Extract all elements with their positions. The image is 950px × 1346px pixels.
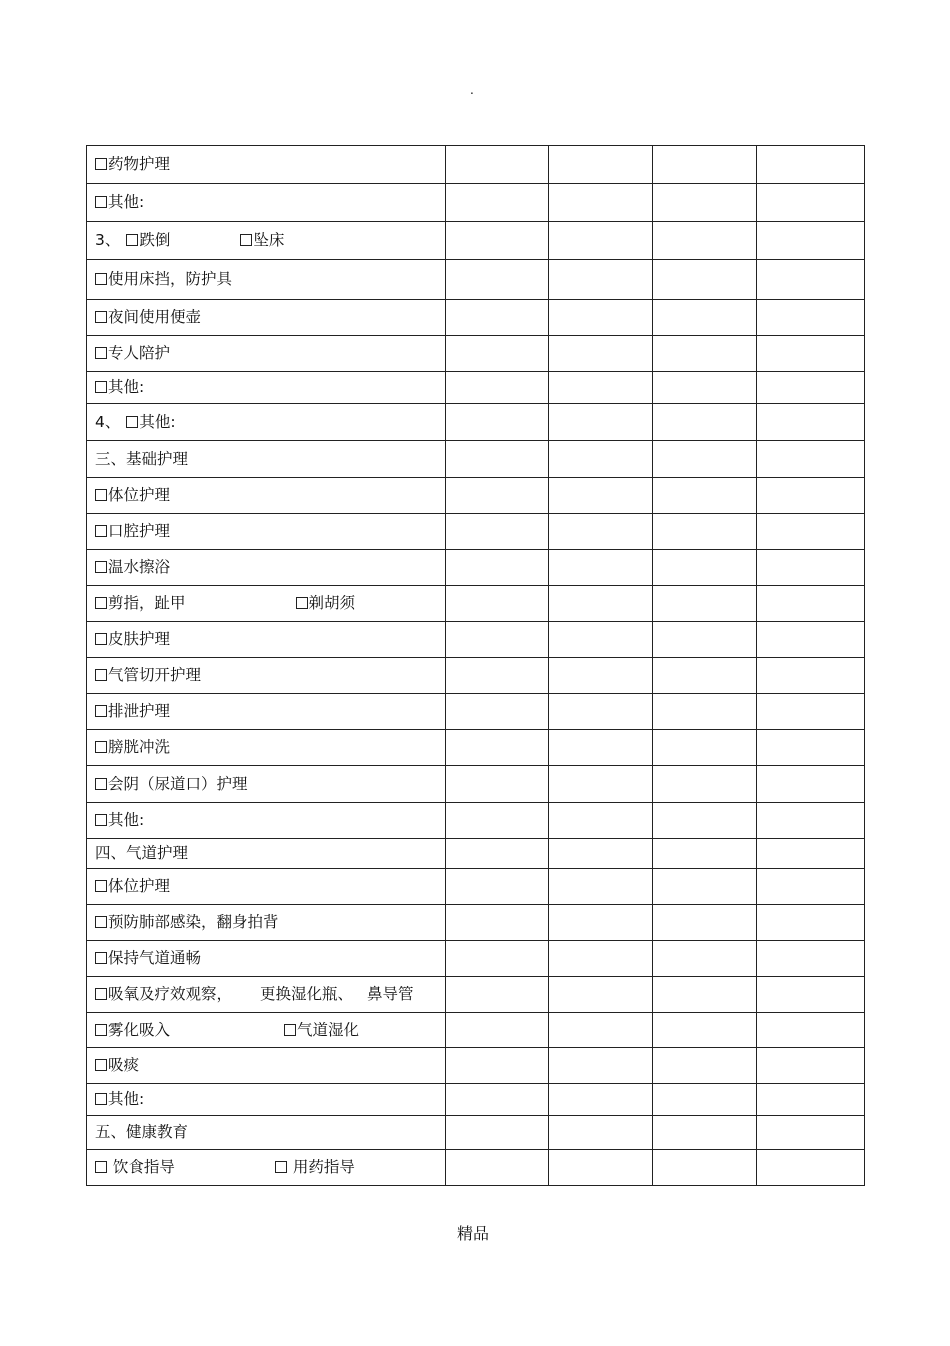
entry-cell[interactable] [653, 404, 757, 441]
item-label: 其他: [139, 412, 176, 431]
item-label: 夜间使用便壶 [108, 308, 202, 326]
item-label: 3、 [95, 231, 121, 249]
table-row [87, 586, 865, 622]
entry-cell[interactable] [757, 514, 865, 550]
item-label: 更换湿化瓶、 [260, 985, 354, 1003]
row-label-cell [87, 1116, 446, 1150]
item-label: 三、基础护理 [95, 449, 189, 468]
entry-cell[interactable] [549, 730, 653, 766]
entry-cell[interactable] [757, 803, 865, 839]
entry-cell[interactable] [653, 730, 757, 766]
item-label: 药物护理 [108, 155, 171, 173]
entry-cell[interactable] [549, 1048, 653, 1084]
checkbox[interactable] [95, 273, 107, 285]
item-label: 五、健康教育 [95, 1123, 189, 1141]
row-label-cell [87, 404, 446, 441]
row-label-cell [87, 622, 446, 658]
checkbox[interactable] [95, 705, 107, 717]
item-label: 使用床挡，防护具 [108, 270, 233, 288]
entry-cell[interactable] [549, 694, 653, 730]
checkbox[interactable] [95, 597, 107, 609]
item-label: 温水擦浴 [108, 558, 171, 576]
entry-cell[interactable] [549, 941, 653, 977]
checkbox[interactable] [126, 234, 138, 246]
entry-cell[interactable] [549, 766, 653, 803]
entry-cell[interactable] [653, 905, 757, 941]
entry-cell[interactable] [757, 586, 865, 622]
entry-cell[interactable] [653, 260, 757, 300]
checkbox[interactable] [95, 880, 107, 892]
entry-cell[interactable] [653, 441, 757, 478]
entry-cell[interactable] [549, 404, 653, 441]
entry-cell[interactable] [446, 514, 549, 550]
checkbox[interactable] [95, 158, 107, 170]
row-label-cell [87, 803, 446, 839]
table-row [87, 1116, 865, 1150]
item-label: 保持气道通畅 [108, 949, 202, 967]
care-table-body [87, 146, 865, 1186]
entry-cell[interactable] [757, 184, 865, 222]
checkbox[interactable] [95, 489, 107, 501]
table-row [87, 478, 865, 514]
entry-cell[interactable] [653, 941, 757, 977]
table-row [87, 839, 865, 869]
entry-cell[interactable] [757, 336, 865, 372]
row-label-cell [87, 941, 446, 977]
entry-cell[interactable] [549, 977, 653, 1013]
entry-cell[interactable] [757, 694, 865, 730]
entry-cell[interactable] [549, 441, 653, 478]
item-label: 吸痰 [108, 1056, 140, 1074]
row-label-cell [87, 1084, 446, 1116]
entry-cell[interactable] [653, 622, 757, 658]
entry-cell[interactable] [653, 1048, 757, 1084]
entry-cell[interactable] [549, 586, 653, 622]
entry-cell[interactable] [446, 372, 549, 404]
nursing-care-table [86, 145, 865, 1186]
row-label-cell [87, 977, 446, 1013]
table-row [87, 336, 865, 372]
entry-cell[interactable] [653, 766, 757, 803]
entry-cell[interactable] [446, 336, 549, 372]
entry-cell[interactable] [757, 1150, 865, 1186]
entry-cell[interactable] [446, 300, 549, 336]
row-label-cell [87, 222, 446, 260]
entry-cell[interactable] [757, 478, 865, 514]
entry-cell[interactable] [757, 372, 865, 404]
entry-cell[interactable] [757, 1116, 865, 1150]
entry-cell[interactable] [653, 869, 757, 905]
entry-cell[interactable] [549, 300, 653, 336]
entry-cell[interactable] [446, 146, 549, 184]
entry-cell[interactable] [446, 586, 549, 622]
table-row [87, 514, 865, 550]
checkbox[interactable] [95, 381, 107, 393]
table-row [87, 1150, 865, 1186]
table-row [87, 622, 865, 658]
table-row [87, 1084, 865, 1116]
item-label: 坠床 [253, 231, 285, 249]
item-label: 专人陪护 [108, 344, 171, 362]
row-label-cell [87, 514, 446, 550]
checkbox[interactable] [95, 741, 107, 753]
table-row [87, 146, 865, 184]
entry-cell[interactable] [446, 184, 549, 222]
row-label-cell [87, 839, 446, 869]
table-row [87, 941, 865, 977]
entry-cell[interactable] [757, 404, 865, 441]
entry-cell[interactable] [446, 803, 549, 839]
entry-cell[interactable] [446, 622, 549, 658]
row-label-cell [87, 478, 446, 514]
entry-cell[interactable] [757, 869, 865, 905]
checkbox[interactable] [95, 196, 107, 208]
entry-cell[interactable] [653, 478, 757, 514]
item-label: 膀胱冲洗 [108, 738, 171, 756]
entry-cell[interactable] [757, 441, 865, 478]
entry-cell[interactable] [446, 839, 549, 869]
entry-cell[interactable] [549, 905, 653, 941]
table-row [87, 550, 865, 586]
row-label-cell [87, 1150, 446, 1186]
entry-cell[interactable] [757, 622, 865, 658]
table-row [87, 1013, 865, 1048]
item-label: 吸氧及疗效观察， [108, 985, 233, 1003]
checkbox[interactable] [95, 1161, 107, 1173]
entry-cell[interactable] [653, 1013, 757, 1048]
entry-cell[interactable] [653, 372, 757, 404]
item-label: 跌倒 [139, 231, 171, 249]
entry-cell[interactable] [757, 977, 865, 1013]
table-row [87, 441, 865, 478]
table-row [87, 1048, 865, 1084]
item-label: 体位护理 [108, 877, 171, 895]
entry-cell[interactable] [757, 300, 865, 336]
entry-cell[interactable] [757, 1048, 865, 1084]
entry-cell[interactable] [757, 730, 865, 766]
entry-cell[interactable] [549, 1084, 653, 1116]
checkbox[interactable] [240, 234, 252, 246]
table-row [87, 730, 865, 766]
entry-cell[interactable] [446, 478, 549, 514]
item-label: 气管切开护理 [108, 666, 202, 684]
table-row [87, 803, 865, 839]
row-label-cell [87, 336, 446, 372]
entry-cell[interactable] [549, 336, 653, 372]
item-label: 雾化吸入 [108, 1020, 171, 1039]
entry-cell[interactable] [653, 336, 757, 372]
table-row [87, 694, 865, 730]
entry-cell[interactable] [446, 977, 549, 1013]
entry-cell[interactable] [549, 514, 653, 550]
entry-cell[interactable] [549, 658, 653, 694]
item-label: 其他: [108, 1090, 145, 1108]
entry-cell[interactable] [653, 1084, 757, 1116]
row-label-cell [87, 766, 446, 803]
row-label-cell [87, 184, 446, 222]
entry-cell[interactable] [446, 730, 549, 766]
item-label: 体位护理 [108, 486, 171, 504]
checkbox[interactable] [296, 597, 308, 609]
item-label: 四、气道护理 [95, 844, 189, 862]
entry-cell[interactable] [757, 550, 865, 586]
entry-cell[interactable] [653, 222, 757, 260]
checkbox[interactable] [95, 347, 107, 359]
table-row [87, 300, 865, 336]
entry-cell[interactable] [549, 478, 653, 514]
table-row [87, 977, 865, 1013]
checkbox[interactable] [95, 1024, 107, 1036]
entry-cell[interactable] [549, 622, 653, 658]
table-row [87, 869, 865, 905]
entry-cell[interactable] [446, 1048, 549, 1084]
entry-cell[interactable] [549, 550, 653, 586]
entry-cell[interactable] [446, 905, 549, 941]
row-label-cell [87, 372, 446, 404]
entry-cell[interactable] [757, 222, 865, 260]
entry-cell[interactable] [446, 441, 549, 478]
entry-cell[interactable] [653, 184, 757, 222]
entry-cell[interactable] [446, 1013, 549, 1048]
checkbox[interactable] [126, 416, 138, 428]
checkbox[interactable] [95, 916, 107, 928]
checkbox[interactable] [95, 778, 107, 790]
entry-cell[interactable] [653, 146, 757, 184]
entry-cell[interactable] [446, 869, 549, 905]
header-mark: . [470, 83, 474, 97]
item-label: 其他: [108, 811, 145, 829]
entry-cell[interactable] [653, 550, 757, 586]
entry-cell[interactable] [549, 869, 653, 905]
table-row [87, 658, 865, 694]
checkbox[interactable] [95, 525, 107, 537]
table-row [87, 905, 865, 941]
entry-cell[interactable] [653, 658, 757, 694]
table-row [87, 260, 865, 300]
entry-cell[interactable] [653, 300, 757, 336]
entry-cell[interactable] [446, 550, 549, 586]
checkbox[interactable] [95, 988, 107, 1000]
checkbox[interactable] [95, 561, 107, 573]
row-label-cell [87, 658, 446, 694]
item-label: 其他: [108, 378, 145, 396]
entry-cell[interactable] [446, 658, 549, 694]
item-label: 预防肺部感染，翻身拍背 [108, 913, 279, 931]
entry-cell[interactable] [757, 658, 865, 694]
entry-cell[interactable] [653, 514, 757, 550]
entry-cell[interactable] [757, 1084, 865, 1116]
entry-cell[interactable] [757, 146, 865, 184]
footer-text: 精品 [457, 1224, 490, 1243]
table-row [87, 372, 865, 404]
entry-cell[interactable] [446, 222, 549, 260]
entry-cell[interactable] [549, 260, 653, 300]
entry-cell[interactable] [757, 766, 865, 803]
item-label: 皮肤护理 [108, 630, 171, 648]
item-label: 鼻导管 [367, 985, 414, 1003]
entry-cell[interactable] [653, 839, 757, 869]
entry-cell[interactable] [446, 941, 549, 977]
item-label: 剃胡须 [308, 594, 356, 612]
row-label-cell [87, 300, 446, 336]
checkbox[interactable] [95, 633, 107, 645]
item-label: 用药指导 [287, 1158, 355, 1176]
checkbox[interactable] [275, 1161, 287, 1173]
item-label: 口腔护理 [108, 522, 171, 540]
row-label-cell [87, 730, 446, 766]
checkbox[interactable] [95, 1093, 107, 1105]
table-row [87, 222, 865, 260]
checkbox[interactable] [95, 311, 107, 323]
row-label-cell [87, 1048, 446, 1084]
row-label-cell [87, 260, 446, 300]
entry-cell[interactable] [549, 372, 653, 404]
entry-cell[interactable] [653, 694, 757, 730]
table-row [87, 766, 865, 803]
item-label: 剪指，趾甲 [108, 594, 186, 612]
item-label: 会阴（尿道口）护理 [108, 774, 248, 793]
checkbox[interactable] [95, 669, 107, 681]
table-row [87, 184, 865, 222]
entry-cell[interactable] [549, 803, 653, 839]
row-label-cell [87, 1013, 446, 1048]
entry-cell[interactable] [446, 1150, 549, 1186]
entry-cell[interactable] [653, 1116, 757, 1150]
entry-cell[interactable] [446, 1084, 549, 1116]
row-label-cell [87, 694, 446, 730]
checkbox[interactable] [284, 1024, 296, 1036]
checkbox[interactable] [95, 1059, 107, 1071]
table-row [87, 404, 865, 441]
row-label-cell [87, 905, 446, 941]
entry-cell[interactable] [549, 1150, 653, 1186]
entry-cell[interactable] [653, 1150, 757, 1186]
entry-cell[interactable] [446, 1116, 549, 1150]
entry-cell[interactable] [446, 694, 549, 730]
entry-cell[interactable] [549, 184, 653, 222]
row-label-cell [87, 550, 446, 586]
entry-cell[interactable] [446, 766, 549, 803]
entry-cell[interactable] [653, 977, 757, 1013]
checkbox[interactable] [95, 952, 107, 964]
checkbox[interactable] [95, 814, 107, 826]
entry-cell[interactable] [757, 1013, 865, 1048]
entry-cell[interactable] [549, 222, 653, 260]
row-label-cell [87, 146, 446, 184]
item-label: 气道湿化 [297, 1020, 360, 1039]
entry-cell[interactable] [549, 146, 653, 184]
entry-cell[interactable] [446, 404, 549, 441]
entry-cell[interactable] [653, 586, 757, 622]
item-label: 其他: [108, 193, 145, 211]
entry-cell[interactable] [549, 1116, 653, 1150]
row-label-cell [87, 869, 446, 905]
entry-cell[interactable] [653, 803, 757, 839]
entry-cell[interactable] [549, 1013, 653, 1048]
entry-cell[interactable] [757, 260, 865, 300]
item-label: 排泄护理 [108, 702, 171, 720]
entry-cell[interactable] [757, 839, 865, 869]
row-label-cell [87, 586, 446, 622]
entry-cell[interactable] [549, 839, 653, 869]
item-label: 饮食指导 [108, 1158, 175, 1176]
entry-cell[interactable] [446, 260, 549, 300]
item-label: 4、 [95, 412, 121, 431]
entry-cell[interactable] [757, 905, 865, 941]
entry-cell[interactable] [757, 941, 865, 977]
row-label-cell [87, 441, 446, 478]
